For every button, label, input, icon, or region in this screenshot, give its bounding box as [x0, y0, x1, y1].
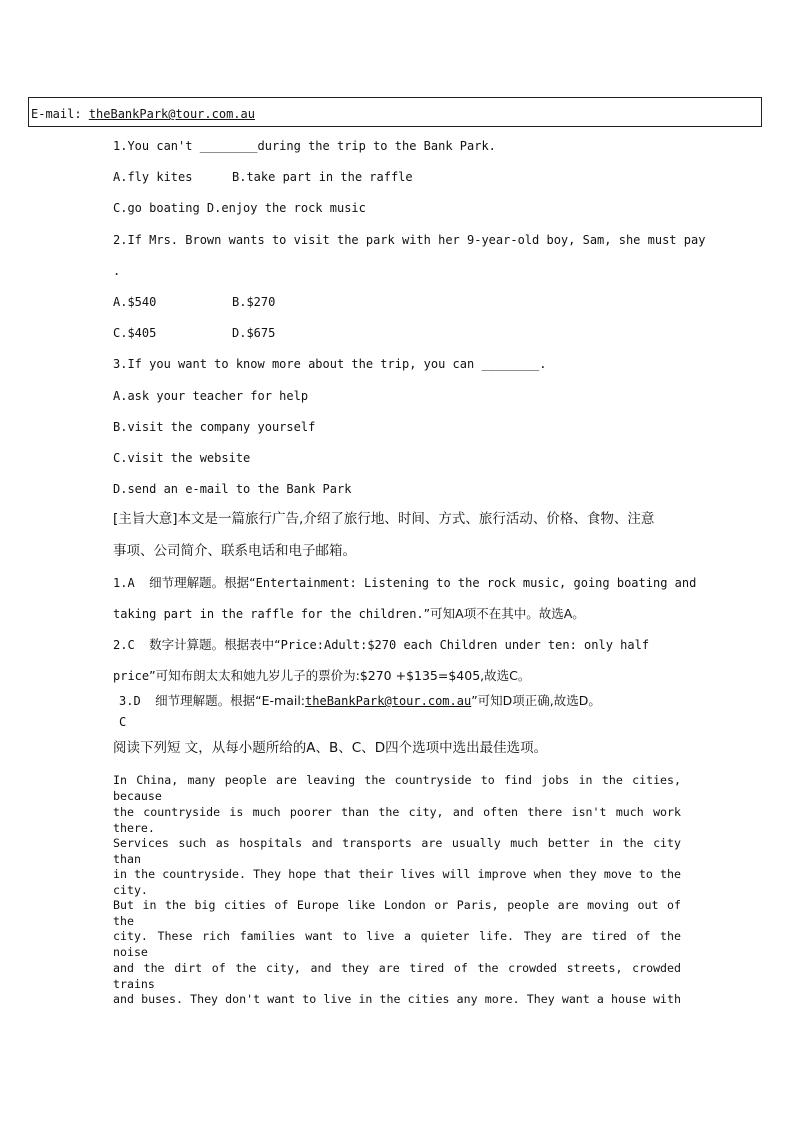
- question-2-stem: 2.If Mrs. Brown wants to visit the park with her 9-year-old boy, Sam, she must pay: [113, 233, 706, 247]
- answer-1-number: 1.A: [113, 576, 135, 590]
- section-instruction: 阅读下列短 文，从每小题所给的A、B、C、D四个选项中选出最佳选项。: [113, 740, 548, 756]
- question-2-stem-tail: .: [113, 264, 121, 278]
- answer-2-number: 2.C: [113, 638, 135, 652]
- option-1d: D.enjoy the rock music: [199, 201, 366, 215]
- email-info-box: [28, 97, 762, 127]
- answer-3-line: [119, 693, 601, 709]
- answer-2-quote: Price:Adult:$270 each Children under ten: only half: [280, 638, 650, 652]
- email-line: [31, 107, 255, 121]
- answer-2-conclusion: ”可知布朗太太和她九岁儿子的票价为:$270 +$135=$405,故选C。: [149, 668, 531, 683]
- question-2-options-row2: [113, 325, 276, 341]
- question-1-stem: 1.You can't ________during the trip to the Bank Park.: [113, 139, 496, 153]
- answer-1-quote: Entertainment: Listening to the rock music, going boating and: [255, 576, 697, 590]
- answer-3-conclusion: ”可知D项正确,故选D。: [471, 693, 601, 708]
- section-letter: C: [119, 715, 127, 729]
- answer-1-line-2: [113, 606, 585, 622]
- question-2-options-row1: [113, 294, 276, 310]
- option-2b: B.$270: [232, 295, 276, 309]
- option-2d: D.$675: [232, 326, 276, 340]
- option-1c: C.go boating: [113, 201, 200, 215]
- option-2c: C.$405: [113, 326, 157, 340]
- answer-1-quote-cont: taking part in the raffle for the children.: [113, 607, 424, 621]
- passage-line-7: and the dirt of the city, and they are tired of the crowded streets, crowded trains: [113, 961, 681, 991]
- option-3a: A.ask your teacher for help: [113, 389, 309, 403]
- passage-line-6: city. These rich families want to live a quieter life. They are tired of the noise: [113, 929, 681, 959]
- passage-line-8: and buses. They don't want to live in the cities any more. They want a house with: [113, 992, 681, 1006]
- passage-line-5: But in the big cities of Europe like London or Paris, people are moving out of the: [113, 898, 681, 928]
- answer-3-email-link[interactable]: theBankPark@tour.com.au: [305, 694, 472, 708]
- option-3b: B.visit the company yourself: [113, 420, 316, 434]
- passage-line-2: the countryside is much poorer than the city, and often there isn't much work there.: [113, 805, 681, 835]
- answer-1-conclusion: ”可知A项不在其中。故选A。: [423, 606, 585, 621]
- passage-line-3: Services such as hospitals and transports are usually much better in the city than: [113, 836, 681, 866]
- answer-1-line-1: [113, 575, 696, 591]
- answer-1-explain: 细节理解题。根据“: [149, 575, 256, 590]
- answer-2-line-1: [113, 637, 649, 653]
- passage-line-1: In China, many people are leaving the countryside to find jobs in the cities, because: [113, 773, 681, 803]
- option-1a: A.fly kites: [113, 170, 193, 184]
- answer-3-number: 3.D: [119, 694, 141, 708]
- option-1b: B.take part in the raffle: [232, 170, 413, 184]
- question-1-options-row2: [113, 200, 366, 216]
- option-3d: D.send an e-mail to the Bank Park: [113, 482, 352, 496]
- option-3c: C.visit the website: [113, 451, 251, 465]
- email-link[interactable]: theBankPark@tour.com.au: [88, 107, 255, 121]
- answer-2-line-2: [113, 668, 530, 684]
- email-label: E-mail:: [31, 107, 89, 121]
- option-2a: A.$540: [113, 295, 157, 309]
- answer-2-quote-cont: price: [113, 669, 150, 683]
- passage-line-4: in the countryside. They hope that their lives will improve when they move to the city.: [113, 867, 681, 897]
- summary-line-2: 事项、公司简介、联系电话和电子邮箱。: [113, 543, 356, 559]
- answer-3-explain: 细节理解题。根据“E-mail:: [155, 693, 306, 708]
- question-3-stem: 3.If you want to know more about the trip, you can ________.: [113, 357, 547, 371]
- question-1-options-row1: [113, 169, 413, 185]
- answer-2-explain: 数字计算题。根据表中“: [149, 637, 281, 652]
- summary-line-1: [主旨大意]本文是一篇旅行广告,介绍了旅行地、时间、方式、旅行活动、价格、食物、注意: [113, 511, 655, 527]
